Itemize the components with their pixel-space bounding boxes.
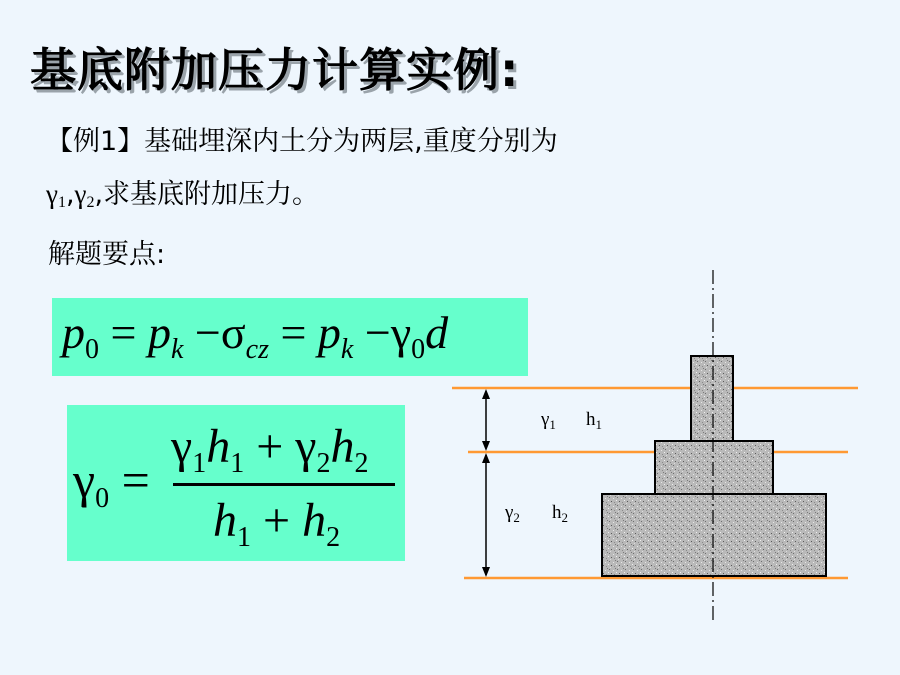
fraction-denominator: $h_1 + h_2$ (213, 494, 341, 553)
footing-column (691, 356, 733, 441)
label-gamma1: $\gamma_1$ (541, 409, 556, 432)
key-points-label: 解题要点: (48, 239, 166, 270)
problem-question: ,求基底附加压力。 (94, 179, 320, 210)
footing-base-block (602, 494, 826, 576)
problem-line-2: $\gamma_1,\gamma_2$,求基底附加压力。 (46, 179, 320, 211)
formula-p0-equation: $p_0 = p_k -\sigma_{cz} = p_k -\gamma_0d$ (62, 307, 449, 365)
formula-gamma0-lhs: $\gamma_0$ = (73, 452, 150, 514)
label-h2: $h_2$ (552, 502, 568, 525)
problem-line-1: 【例1】基础埋深内土分为两层,重度分别为 (46, 126, 558, 157)
label-h1: $h_1$ (586, 409, 602, 432)
fraction-numerator: $\gamma_1h_1 + \gamma_2h_2$ (171, 420, 369, 479)
dimension-arrow-h2 (482, 453, 490, 577)
label-gamma2: $\gamma_2$ (505, 502, 520, 525)
gamma-2: $\gamma_2$ (74, 179, 95, 211)
dimension-arrow-h1 (482, 389, 490, 451)
footing-middle-step (655, 441, 773, 494)
slide-title: 基底附加压力计算实例: (30, 43, 520, 97)
gamma-1: $\gamma_1$ (46, 179, 66, 211)
